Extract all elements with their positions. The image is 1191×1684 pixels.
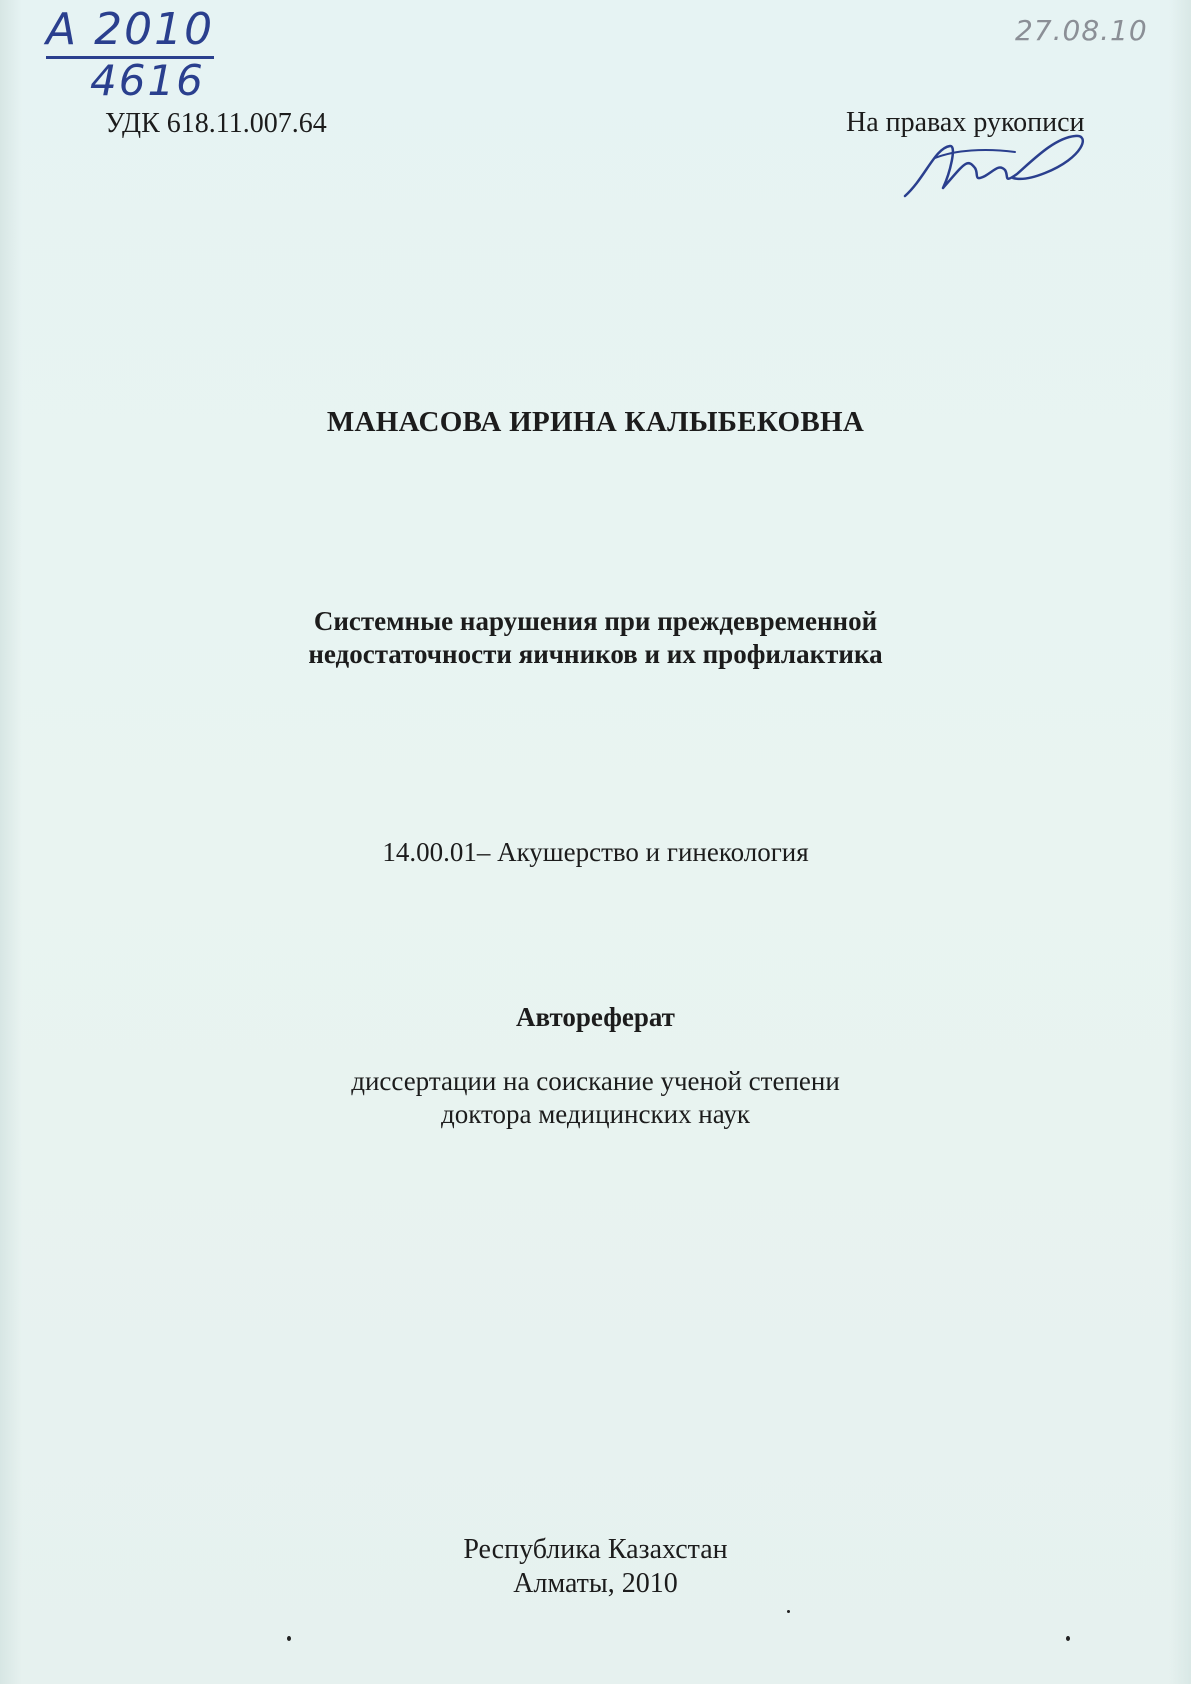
document-type: Автореферат: [516, 1002, 675, 1032]
degree-description: [0, 1065, 1191, 1131]
degree-line-1: диссертации на соискание ученой степени: [351, 1066, 840, 1096]
city-year: Алматы, 2010: [513, 1568, 678, 1599]
scan-speck: [1066, 1636, 1070, 1641]
dissertation-title: [0, 605, 1191, 671]
handwritten-date: 27.08.10: [1015, 14, 1148, 47]
scan-speck: [287, 1636, 291, 1641]
author-name: МАНАСОВА ИРИНА КАЛЫБЕКОВНА: [326, 406, 865, 438]
country: Республика Казахстан: [463, 1534, 728, 1565]
specialty-code: 14.00.01– Акушерство и гинекология: [382, 837, 809, 867]
handwritten-archive-number: 4616: [90, 56, 205, 105]
handwritten-archive-code: А 2010: [46, 6, 214, 59]
degree-line-2: доктора медицинских наук: [441, 1099, 750, 1129]
udk-code: УДК 618.11.007.64: [105, 108, 327, 139]
publication-place: [0, 1533, 1191, 1601]
signature-icon: [895, 118, 1095, 208]
manuscript-rights-label: На правах рукописи: [846, 107, 1085, 138]
scan-speck: [787, 1610, 790, 1613]
title-line-2: недостаточности яичников и их профилактика: [308, 639, 883, 669]
title-line-1: Системные нарушения при преждевременной: [313, 606, 878, 636]
